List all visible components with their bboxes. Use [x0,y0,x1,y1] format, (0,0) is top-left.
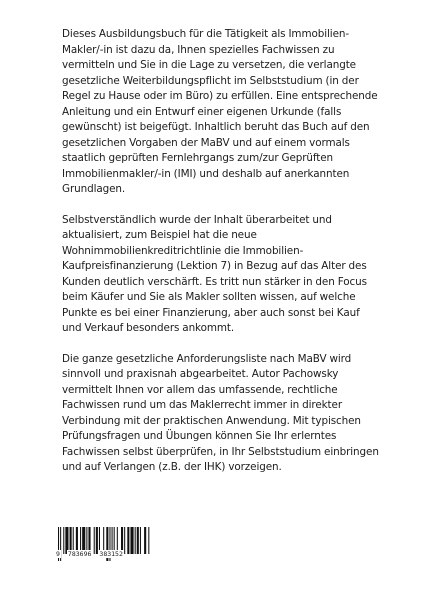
text-line: Immobilienmakler/-in (IMI) und deshalb auf anerkannten [62,167,350,180]
text-line: Fachwissen selbst überprüfen, in Ihr Selbststudium einbringen [62,445,379,458]
text-line: Verbindung mit der praktischen Anwendung. Mit typischen [62,414,361,427]
text-line: Wohnimmobilienkreditrichtlinie die Immobilien- [62,244,304,257]
paragraph-1 [62,27,378,198]
text-line: Kaufpreisfinanzierung (Lektion 7) in Bezug auf das Alter des [62,260,367,272]
text-line: vermitteln und Sie in die Lage zu versetzen, die verlangte [62,59,356,71]
barcode-digits [55,550,153,558]
paragraph-2 [62,213,367,337]
text-line: Selbstverständlich wurde der Inhalt überarbeitet und [62,213,332,226]
text-line: Anleitung und ein Entwurf einer eigenen Urkunde (falls [62,105,342,118]
text-line: Kunden deutlich verschärft. Es tritt nun stärker in den Focus [62,275,367,288]
text-line: gesetzlichen Vorgaben der MaBV und auf einem vormals [62,136,350,149]
text-line: Punkte es bei einer Finanzierung, aber auch sonst bei Kauf [62,306,360,319]
text-line: aktualisiert, zum Beispiel hat die neue [62,229,257,241]
blurb-text-block [62,27,379,491]
barcode-right-group: 383152 [99,550,123,558]
text-line: Prüfungsfragen und Übungen können Sie Ihr erlerntes [62,430,337,442]
text-line: und auf Verlangen (z.B. der IHK) vorzeigen. [62,461,282,473]
text-line: Regel zu Hause oder im Büro) zu erfüllen. Eine entsprechende [62,90,378,102]
text-line: vermittelt Ihnen vor allem das umfassende, rechtliche [62,383,338,396]
text-line: Grundlagen. [62,183,126,195]
paragraph-3 [62,352,379,476]
text-line: beim Käufer und Sie als Makler sollten wissen, auf welche [62,291,356,303]
text-line: Makler/-in ist dazu da, Ihnen spezielles Fachwissen zu [62,43,335,56]
barcode-lead-digit: 9 [56,550,60,558]
text-line: gewünscht) ist beigefügt. Inhaltlich beruht das Buch auf den [62,121,370,133]
text-line: und Verkauf besonders ankommt. [62,322,235,334]
text-line: staatlich geprüften Fernlehrgangs zum/zur Geprüften [62,152,334,164]
text-line: Die ganze gesetzliche Anforderungsliste nach MaBV wird [62,352,352,365]
barcode-left-group: 783696 [67,550,92,558]
text-line: Fachwissen rund um das Maklerrecht immer in direkter [62,399,342,411]
text-line: gesetzliche Weiterbildungspflicht im Selbststudium (in der [62,74,359,87]
text-line: sinnvoll und praxisnah abgearbeitet. Autor Pachowsky [62,368,339,380]
text-line: Dieses Ausbildungsbuch für die Tätigkeit als Immobilien- [62,28,350,40]
